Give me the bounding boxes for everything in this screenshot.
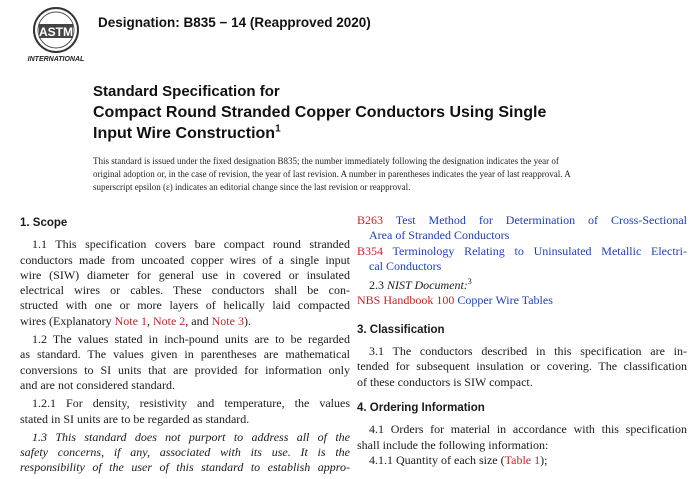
text-line: responsibility of the user of this standard to establish appro- (20, 460, 350, 475)
nbs-link[interactable]: NBS Handbook 100 (357, 293, 455, 308)
logo-subtext: INTERNATIONAL (27, 56, 85, 63)
issue-note (93, 155, 605, 194)
text-line: 1.2 The values stated in inch-pound units are to be regarded (32, 332, 350, 347)
text-line: 4.1 Orders for material in accordance with this specification (369, 422, 687, 437)
text-span: ). (243, 313, 251, 328)
text-line[interactable]: cal Conductors (369, 258, 442, 273)
nbs-reference (357, 293, 687, 308)
b354-link[interactable]: B354 (357, 243, 384, 258)
scope-para-1-2 (20, 332, 350, 393)
text-line: 3.1 The conductors described in this specification are in- (369, 344, 687, 359)
text-line: stated in SI units are to be regarded as standard. (20, 411, 250, 426)
text-span: , (146, 313, 153, 328)
table-1-link[interactable]: Table 1 (504, 452, 541, 467)
ordering-heading: 4. Ordering Information (357, 401, 485, 414)
classification-para (357, 344, 687, 390)
text-line: of these conductors is SIW compact. (357, 374, 533, 389)
note-1-link[interactable]: Note 1 (114, 313, 147, 328)
text-span: ); (540, 452, 548, 467)
b263-link[interactable]: B263 (357, 213, 384, 227)
nist-document-line (357, 274, 687, 293)
text-line: shall include the following information: (357, 437, 549, 452)
nist-document-label: NIST Document: (387, 278, 468, 293)
text-line: conductors made from uncoated copper wires of a single input (20, 252, 350, 267)
note-3-link[interactable]: Note 3 (211, 313, 244, 328)
text-line: as standard. The values given in parentheses are mathematical (20, 347, 350, 362)
text-line: tended for subsequent insulation or covering. The classification (357, 359, 687, 374)
issue-note-line: superscript epsilon (ε) indicates an editorial change since the last revision or reapproval. (93, 182, 411, 192)
designation: Designation: B835 − 14 (Reapproved 2020) (98, 15, 371, 30)
text-line[interactable]: Area of Stranded Conductors (369, 228, 510, 243)
text-line: 1.1 This specification covers bare compact round stranded (32, 237, 350, 252)
title-line-2: Compact Round Stranded Copper Conductors Using Single (93, 104, 547, 121)
text-line: electrical wires or cables. These conductors shall be con- (20, 283, 350, 298)
scope-para-1-3 (20, 430, 350, 476)
text-span: 4.1.1 Quantity of each size ( (369, 452, 505, 467)
text-line (357, 244, 687, 259)
text-span: wires (Explanatory (20, 313, 115, 328)
title-line-3-text: Input Wire Construction (93, 125, 276, 142)
nbs-title[interactable]: Copper Wire Tables (457, 293, 553, 308)
issue-note-line: original adoption or, in the case of revision, the year of last revision. A number in parentheses indicates the year of last reapproval. A (93, 169, 571, 179)
title-line-1: Standard Specification for (93, 83, 280, 100)
reference-b354 (357, 244, 687, 275)
text-line (357, 213, 687, 228)
title-line-3 (93, 123, 546, 144)
ordering-item-4-1-1 (357, 453, 687, 468)
issue-note-line: This standard is issued under the fixed designation B835; the number immediately following the designation indicates the year of (93, 156, 559, 166)
classification-heading: 3. Classification (357, 323, 445, 336)
title-footnote-mark[interactable]: 1 (275, 123, 281, 135)
scope-para-1-1 (20, 237, 350, 329)
note-2-link[interactable]: Note 2 (152, 313, 186, 328)
text-line: 1.2.1 For density, resistivity and temperature, the values (32, 396, 350, 411)
scope-heading: 1. Scope (20, 217, 68, 229)
text-span: , and (185, 313, 212, 328)
text-line: 1.3 This standard does not purport to address all of the (32, 429, 350, 444)
document-title (93, 82, 546, 144)
left-column (20, 216, 350, 479)
nist-footnote-mark[interactable]: 3 (467, 277, 472, 287)
text-line: safety concerns, if any, associated with its use. It is the (20, 445, 350, 460)
ordering-para (357, 422, 687, 468)
astm-logo (22, 4, 90, 64)
text-line (20, 314, 350, 329)
scope-para-1-2-1 (20, 396, 350, 427)
b354-title[interactable]: Terminology Relating to Uninsulated Metallic Electri- (392, 243, 687, 258)
b263-title[interactable]: Test Method for Determination of Cross-Sectional (395, 213, 687, 227)
text-span: 2.3 (369, 278, 387, 293)
text-line: conversions to SI units that are provided for information only (20, 362, 350, 377)
reference-b263 (357, 213, 687, 244)
logo-text: ASTM (39, 25, 73, 39)
right-column (357, 213, 687, 471)
text-line: and are not considered standard. (20, 377, 175, 392)
text-line: wire (SIW) diameter for general use in covered or insulated (20, 267, 350, 282)
text-line: structed with one or more layers of helically laid compacted (20, 298, 350, 313)
